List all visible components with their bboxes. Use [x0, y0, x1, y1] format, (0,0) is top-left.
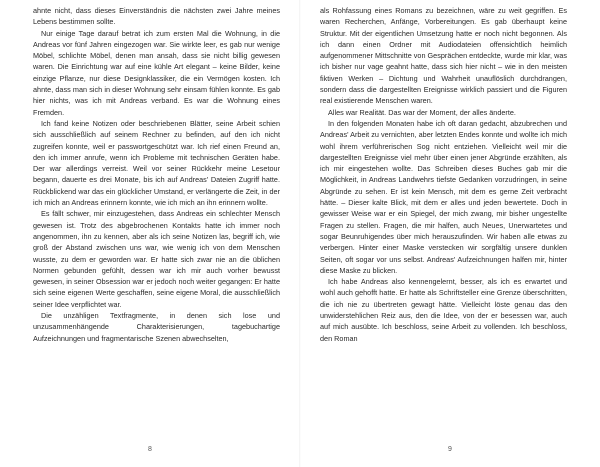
paragraph: ahnte nicht, dass dieses Einverständnis die nächsten zwei Jahre meines Lebens bestimmen sollte.	[33, 6, 280, 27]
paragraph: Die unzähligen Textfragmente, in denen sich lose und unzusammenhängende Charakterisierungen, tagebuchartige Aufzeichnungen und fragmentarische Szenen abwechselten,	[33, 311, 280, 343]
paragraph: Es fällt schwer, mir einzugestehen, dass Andreas ein schlechter Mensch gewesen ist. Trotz des abgebrochenen Kontakts hatte ich immer noch angenommen, ihn zu kennen, aber als ich seine Notizen las, begriff ich, wie groß der Abstand zwischen uns war, wie wenig ich von dem Menschen wusste, zu dem er geworden war. Er hatte sich zwar nie an die üblichen Normen gebunden gefühlt, dessen war ich mir auch vorher bewusst gewesen, in seiner Obsession war er jedoch noch weiter gegangen: Er hatte sich seine eigenen Werte geschaffen, seine eigene Moral, die ausschließlich seiner Idee verpflichtet war.	[33, 209, 280, 309]
paragraph: Alles war Realität. Das war der Moment, der alles änderte.	[328, 107, 516, 117]
paragraph: In den folgenden Monaten habe ich oft daran gedacht, abzubrechen und Andreas' Arbeit zu vernichten, aber letzten Endes konnte und wollte ich mich wohl ihrem verführerischen Sog nicht entziehen. Vielleicht weil mir die dargestellten Ereignisse viel mehr über einen jener Abgründe erzählten, als ich mir eingestehen wollte. Das Schreiben dieses Buches gab mir die Möglichkeit, in Andreas Landwehrs tiefste Gedanken vorzudringen, in seine Abgründe zu sehen. Er ist kein Mensch, mit dem es gerne Zeit verbracht hätte. – Dieser kalte Blick, mit dem er alles und jeden bewertete. Doch in gewisser Weise war er ein Spiegel, der mich zwang, mir bisher ungestellte Fragen zu stellen. Fragen, die mir halfen, auch Neues, Unerwartetes und sogar Beunruhigendes über mich herauszufinden. Wir haben alle etwas zu verbergen. Hinter einer Maske verstecken wir sorgfältig unsere dunklen Seiten, oft sogar vor uns selbst. Andreas' Aufzeichnungen halfen mir, hinter diese Maske zu blicken.	[320, 118, 567, 275]
paragraph: als Rohfassung eines Romans zu bezeichnen, wäre zu weit gegriffen. Es waren Recherchen, Anfänge, Vorbereitungen. Es gab überhaupt keine Struktur. Mit der eigentlichen Umsetzung hatte er noch nicht begonnen. Als ich dann einen Ordner mit Audiodateien offensichtlich heimlich aufgenommener Mittschnitte von Gesprächen entdeckte, wurde mir klar, was ich bisher nur vage geahnt hatte, dass sich hier nicht – wie in den meisten fiktiven Werken – Dichtung und Wahrheit unauflöslich durchdrangen, sondern dass die dargestellten Ereignisse wirklich passiert und die Figuren real existierende Menschen waren.	[320, 6, 567, 106]
paragraph: Ich fand keine Notizen oder beschriebenen Blätter, seine Arbeit schien sich ausschließlich auf seinem Rechner zu befinden, auf den ich nicht zugreifen konnte, weil er passwortgeschützt war. Ich rief einen Freund an, den ich immer anrufe, wenn ich Probleme mit technischen Geräten habe. Der war allerdings verreist. Weil vor seiner Rückkehr meine Lesetour begann, dauerte es drei Monate, bis ich auf Andreas' Dateien Zugriff hatte. Rückblickend war das ein glücklicher Umstand, er verlängerte die Zeit, in der ich mich an Andreas erinnern konnte, wie ich mich an ihn erinnern wollte.	[33, 118, 280, 208]
page-number: 8	[148, 446, 152, 453]
paragraph: Ich habe Andreas also kennengelernt, besser, als ich es erwartet und wohl auch gehofft hatte. Er hatte als Schriftsteller eine Grenze überschritten, die ich nie zu übertreten gewagt hätte. Vielleicht löste genau das den unwiderstehlichen Reiz aus, den die Idee, von der er besessen war, auch auf mich ausübte. Ich beschloss, seine Arbeit zu vollenden. Ich beschloss, den Roman	[320, 277, 567, 343]
right-page	[300, 0, 600, 467]
page-number: 9	[448, 446, 452, 453]
paragraph: Nur einige Tage darauf betrat ich zum ersten Mal die Wohnung, in die Andreas vor fünf Jahren eingezogen war. Sie wirkte leer, es gab nur wenige Möbel, schlichte Möbel, denen man ansah, dass sie nicht billig gewesen waren. Die Einrichtung war auf eine kühle Art elegant – keine Bilder, keine einzige Pflanze, nur diese Designklassiker, die ein Vermögen kosten. Ich ahnte, dass man sich in dieser Wohnung sehr einsam fühlen konnte. Es gab hier nichts, was ich mit Andreas verband. Es war die Wohnung eines Fremden.	[33, 28, 280, 117]
